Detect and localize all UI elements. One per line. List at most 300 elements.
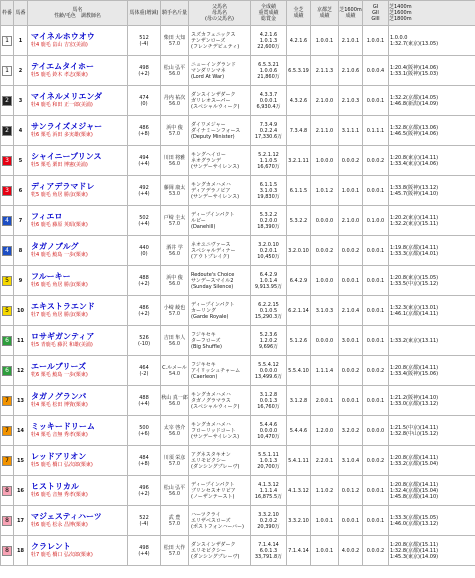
jockey-cell: 藤岡 康太 53.0 <box>161 176 189 206</box>
kyoto-record-cell: 1.0.0.0 <box>311 146 339 176</box>
horse-info: 牡5 青鹿毛 藤沢 和雄(美浦) <box>31 342 93 348</box>
horse-name-link[interactable]: マイネルホウオウ <box>31 32 95 41</box>
horse-info: 牡7 鹿毛 角居 勝彦(栗東) <box>31 312 88 318</box>
dist-record-cell: 1.0.0.1 <box>339 176 363 206</box>
weight-cell: 474 (0) <box>128 86 161 116</box>
horse-name-link[interactable]: シャイニープリンス <box>31 152 102 161</box>
dist-record-cell: 3.0.0.1 <box>339 326 363 356</box>
best-times-cell: 1:20.8(京都)(14.11) 1:32.4(京都)(15.04) 1:45.8(京都)(14.10) <box>389 476 475 506</box>
umaban-cell: 17 <box>14 506 28 536</box>
turf-record-cell: 4.1.3.12 <box>287 476 311 506</box>
best-times-cell: 1.0.0.0 1:32.7(東京)(13.05) <box>389 26 475 56</box>
pedigree-cell: キングカメハメハ タガノグラマラス (スペシャルウィーク) <box>189 386 251 416</box>
header-waku: 枠番 <box>1 1 14 26</box>
jockey-name-link[interactable]: 吉田 隼人 <box>163 334 186 341</box>
record-cell: 7.1.4.14 6.0.1.3 33,791.8万 <box>251 536 287 566</box>
turf-record-cell: 6.2.1.14 <box>287 296 311 326</box>
horse-name-link[interactable]: エキストラエンド <box>31 302 95 311</box>
best-times-cell: 1:33.3(京都)(15.05) 1:46.0(京都)(13.12) <box>389 506 475 536</box>
jockey-name-link[interactable]: 戸崎 圭太 <box>163 214 186 221</box>
horse-cell <box>28 266 128 296</box>
umaban-cell: 6 <box>14 176 28 206</box>
record-cell: 4.3.3.7 0.0.0.1 6,930.4万 <box>251 86 287 116</box>
waku-badge: 3 <box>2 186 12 196</box>
horse-name-link[interactable]: ディアデラマドレ <box>31 182 95 191</box>
best-times-cell: 1:20.2(東京)(14.11) 1:32.2(東京)(15.11) <box>389 206 475 236</box>
waku-badge: 5 <box>2 276 12 286</box>
horse-name-link[interactable]: タガノグランパ <box>31 392 87 401</box>
kyoto-record-cell: 3.1.0.3 <box>311 296 339 326</box>
record-cell: 4.1.3.12 1.1.1.4 16,875.5万 <box>251 476 287 506</box>
jockey-cell: 松田 大作 57.0 <box>161 536 189 566</box>
header-turf: 全芝 成績 <box>287 1 311 26</box>
umaban-cell: 3 <box>14 86 28 116</box>
horse-cell <box>28 206 128 236</box>
horse-info: 牡5 栗毛 栗田 博憲(美浦) <box>31 162 88 168</box>
waku-badge: 1 <box>2 66 12 76</box>
horse-info: 牡6 鹿毛 音無 秀孝(栗東) <box>31 492 88 498</box>
waku-cell <box>1 446 14 476</box>
turf-record-cell: 5.4.1.11 <box>287 446 311 476</box>
pedigree-cell: スズカフェニックス テンザンローズ (フレンチデピュティ) <box>189 26 251 56</box>
jockey-name-link[interactable]: 武 豊 <box>168 514 181 521</box>
jockey-cell: 戸崎 圭太 57.0 <box>161 206 189 236</box>
record-cell: 7.3.4.9 0.2.2.4 17,330.6万 <box>251 116 287 146</box>
jockey-name-link[interactable]: 松田 大作 <box>163 544 186 551</box>
turf-record-cell: 5.5.4.10 <box>287 356 311 386</box>
horse-info: 牝6 栗毛 鮫島 一歩(栗東) <box>31 372 88 378</box>
waku-cell <box>1 176 14 206</box>
kyoto-record-cell: 1.0.0.0 <box>311 266 339 296</box>
header-kyoto: 京都芝 成績 <box>311 1 339 26</box>
horse-name-link[interactable]: マイネルメリエンダ <box>31 92 103 101</box>
horse-info: 牡4 鹿毛 畠山 吉宏(美浦) <box>31 42 88 48</box>
jockey-name-link[interactable]: 丹内 祐次 <box>163 94 186 101</box>
pedigree-cell: ディープインパクト ルビー (Danehill) <box>189 206 251 236</box>
horse-cell <box>28 386 128 416</box>
waku-cell <box>1 236 14 266</box>
weight-cell: 488 (+4) <box>128 386 161 416</box>
dist-record-cell: 0.0.0.2 <box>339 236 363 266</box>
dist-record-cell: 2.1.0.1 <box>339 26 363 56</box>
turf-record-cell: 6.5.3.19 <box>287 56 311 86</box>
turf-record-cell: 5.1.2.6 <box>287 326 311 356</box>
dist-record-cell: 0.0.0.1 <box>339 386 363 416</box>
horse-name-link[interactable]: タガノブルグ <box>31 242 79 251</box>
kyoto-record-cell: 2.1.1.0 <box>311 116 339 146</box>
pedigree-cell: フジキセキ ターフローズ (Big Shuffle) <box>189 326 251 356</box>
weight-cell: 464 (-2) <box>128 356 161 386</box>
waku-badge: 8 <box>2 516 12 526</box>
weight-cell: 440 (0) <box>128 236 161 266</box>
dist-record-cell: 3.2.0.2 <box>339 416 363 446</box>
weight-cell: 500 (+6) <box>128 416 161 446</box>
waku-cell <box>1 266 14 296</box>
jockey-name-link[interactable]: 川田 将雅 <box>163 154 186 161</box>
header-umaban: 馬番 <box>14 1 28 26</box>
horse-cell <box>28 416 128 446</box>
best-times-cell: 1:20.8(東京)(14.11) 1:33.4(東京)(14.06) <box>389 146 475 176</box>
best-times-cell: 1:32.2(京都)(14.05) 1:46.8(新潟)(14.09) <box>389 86 475 116</box>
horse-info: 牡5 鹿毛 橋口 弘次郎(栗東) <box>31 462 93 468</box>
turf-record-cell: 6.4.2.9 <box>287 266 311 296</box>
dist-record-cell: 2.1.0.3 <box>339 86 363 116</box>
best-times-cell: 1:20.8(京都)(14.11) 1:33.4(阪神)(15.06) <box>389 356 475 386</box>
turf-record-cell: 3.3.2.10 <box>287 506 311 536</box>
umaban-cell: 11 <box>14 326 28 356</box>
waku-badge: 1 <box>2 36 12 46</box>
dist-record-cell: 0.0.0.2 <box>339 146 363 176</box>
waku-badge: 4 <box>2 246 12 256</box>
waku-cell <box>1 116 14 146</box>
record-cell: 3.3.2.10 0.2.0.2 20,390万 <box>251 506 287 536</box>
jockey-name-link[interactable]: 藤岡 康太 <box>163 184 186 191</box>
waku-cell <box>1 296 14 326</box>
grade-record-cell: 0.0.0.0 <box>363 416 389 446</box>
pedigree-cell: ネオユニヴァース スペシャルディナー (アウトブレイク) <box>189 236 251 266</box>
table-row <box>1 266 475 296</box>
horse-cell <box>28 326 128 356</box>
jockey-name-link[interactable]: 小崎 綾也 <box>163 304 186 311</box>
kyoto-record-cell: 1.0.0.1 <box>311 26 339 56</box>
kyoto-record-cell: 2.2.0.1 <box>311 446 339 476</box>
grade-record-cell: 0.0.0.1 <box>363 296 389 326</box>
kyoto-record-cell: 1.0.0.1 <box>311 506 339 536</box>
jockey-cell: 松山 弘平 56.0 <box>161 476 189 506</box>
best-times-cell: 1:21.5(中京)(14.11) 1:32.8(中山)(15.12) <box>389 416 475 446</box>
table-row <box>1 176 475 206</box>
umaban-cell: 1 <box>14 26 28 56</box>
weight-cell: 498 (+4) <box>128 536 161 566</box>
pedigree-cell: Redoute's Choice サンデースマイル2 (Sunday Silence) <box>189 266 251 296</box>
header-grade: GI GII GIII <box>363 1 389 26</box>
table-row <box>1 146 475 176</box>
record-cell: 6.1.1.5 3.1.0.3 19,830万 <box>251 176 287 206</box>
table-row <box>1 116 475 146</box>
weight-cell: 488 (+2) <box>128 266 161 296</box>
record-cell: 6.4.2.9 1.0.1.4 9,913.95万 <box>251 266 287 296</box>
best-times-cell: 1:32.3(東京)(13.01) 1:46.1(京都)(14.11) <box>389 296 475 326</box>
horse-cell <box>28 56 128 86</box>
dist-record-cell: 3.1.1.1 <box>339 116 363 146</box>
kyoto-record-cell: 1.1.0.2 <box>311 476 339 506</box>
weight-cell: 512 (-4) <box>128 26 161 56</box>
dist-record-cell: 4.0.0.2 <box>339 536 363 566</box>
weight-cell: 522 (-4) <box>128 506 161 536</box>
kyoto-record-cell: 0.0.0.0 <box>311 206 339 236</box>
grade-record-cell: 0.0.0.2 <box>363 146 389 176</box>
weight-cell: 526 (-10) <box>128 326 161 356</box>
pedigree-cell: ダンスインザダーク ガリレオスーパー (スペシャルウィーク) <box>189 86 251 116</box>
weight-cell: 486 (+2) <box>128 296 161 326</box>
weight-cell: 484 (+8) <box>128 446 161 476</box>
jockey-cell: 吉田 隼人 56.0 <box>161 326 189 356</box>
jockey-cell: 太宰 啓介 56.0 <box>161 416 189 446</box>
header-record: 全成績 重賞成績 総賞金 <box>251 1 287 26</box>
kyoto-record-cell: 0.0.0.0 <box>311 326 339 356</box>
jockey-name-link[interactable]: 松山 弘平 <box>163 484 186 491</box>
grade-record-cell: 0.0.0.1 <box>363 266 389 296</box>
header-1600: 芝1600m 成績 <box>339 1 363 26</box>
weight-cell: 496 (+2) <box>128 476 161 506</box>
kyoto-record-cell: 1.0.1.2 <box>311 176 339 206</box>
grade-record-cell: 0.0.0.1 <box>363 476 389 506</box>
horse-name-link[interactable]: ミッキードリーム <box>31 422 95 431</box>
grade-record-cell: 0.1.0.0 <box>363 206 389 236</box>
jockey-cell: 川田 将雅 56.0 <box>161 146 189 176</box>
horse-name-link[interactable]: ロサギガンティア <box>31 332 95 341</box>
best-times-cell: 1:32.8(京都)(13.06) 1:46.5(阪神)(14.06) <box>389 116 475 146</box>
umaban-cell: 15 <box>14 446 28 476</box>
waku-badge: 2 <box>2 96 12 106</box>
record-cell: 5.3.2.2 0.2.0.0 18,390万 <box>251 206 287 236</box>
grade-record-cell: 0.1.1.1 <box>363 116 389 146</box>
horse-info: 牡6 鹿毛 藤原 英昭(栗東) <box>31 222 88 228</box>
waku-badge: 2 <box>2 126 12 136</box>
jockey-cell: 浜中 俊 56.0 <box>161 266 189 296</box>
grade-record-cell: 0.0.0.1 <box>363 176 389 206</box>
jockey-cell: 浜中 俊 57.0 <box>161 116 189 146</box>
horse-name-link[interactable]: エールブリーズ <box>31 362 87 371</box>
turf-record-cell: 7.1.4.14 <box>287 536 311 566</box>
table-row <box>1 296 475 326</box>
umaban-cell: 2 <box>14 56 28 86</box>
waku-cell <box>1 476 14 506</box>
umaban-cell: 12 <box>14 356 28 386</box>
waku-badge: 7 <box>2 456 12 466</box>
horse-info: 牡6 栗毛 浜田 多実雄(栗東) <box>31 132 93 138</box>
waku-cell <box>1 506 14 536</box>
jockey-cell: C.ルメール 54.0 <box>161 356 189 386</box>
best-times-cell: 1:33.2(東京)(13.11) <box>389 326 475 356</box>
turf-record-cell: 5.4.4.6 <box>287 416 311 446</box>
kyoto-record-cell: 2.0.0.1 <box>311 386 339 416</box>
jockey-name-link[interactable]: 酒井 学 <box>166 244 183 251</box>
waku-cell <box>1 386 14 416</box>
pedigree-cell: キングカメハメハ フローリッドコート (サンデーサイレンス) <box>189 416 251 446</box>
grade-record-cell: 1.0.0.1 <box>363 26 389 56</box>
turf-record-cell: 3.2.0.10 <box>287 236 311 266</box>
horse-cell <box>28 26 128 56</box>
umaban-cell: 13 <box>14 386 28 416</box>
waku-cell <box>1 416 14 446</box>
table-row <box>1 506 475 536</box>
table-row <box>1 446 475 476</box>
jockey-name-link[interactable]: C.ルメール <box>162 364 187 371</box>
horse-info: 牡6 鹿毛 松永 昌博(栗東) <box>31 522 88 528</box>
jockey-name-link[interactable]: 太宰 啓介 <box>163 424 186 431</box>
horse-name-link[interactable]: レッドアリオン <box>31 452 87 461</box>
waku-cell <box>1 326 14 356</box>
record-cell: 5.5.4.12 0.0.0.0 13,499.6万 <box>251 356 287 386</box>
header-horse: 馬名 性齢/毛色 調教師名 <box>28 1 128 26</box>
table-row <box>1 86 475 116</box>
waku-cell <box>1 356 14 386</box>
turf-record-cell: 3.2.1.11 <box>287 146 311 176</box>
jockey-cell: 松山 弘平 56.0 <box>161 56 189 86</box>
waku-badge: 3 <box>2 156 12 166</box>
jockey-cell: 小崎 綾也 57.0 <box>161 296 189 326</box>
dist-record-cell: 2.1.0.0 <box>339 206 363 236</box>
weight-cell: 502 (+4) <box>128 206 161 236</box>
dist-record-cell: 0.0.0.2 <box>339 356 363 386</box>
jockey-name-link[interactable]: 松山 弘平 <box>163 64 186 71</box>
best-times-cell: 1:20.8(京都)(14.11) 1:33.2(京都)(15.04) <box>389 446 475 476</box>
umaban-cell: 14 <box>14 416 28 446</box>
horse-cell <box>28 86 128 116</box>
pedigree-cell: ハーツクライ エリザベスローズ (ポストフォンハーバー) <box>189 506 251 536</box>
grade-record-cell: 0.0.0.2 <box>363 536 389 566</box>
grade-record-cell: 0.0.0.1 <box>363 326 389 356</box>
jockey-name-link[interactable]: 川須 栄彦 <box>163 454 186 461</box>
horse-name-link[interactable]: ヒストリカル <box>31 482 79 491</box>
pedigree-cell: キングヘイロー ネオグランデ (サンデーサイレンス) <box>189 146 251 176</box>
kyoto-record-cell: 1.0.0.1 <box>311 536 339 566</box>
header-pedigree: 父馬名 母馬名 (母の父馬名) <box>189 1 251 26</box>
waku-badge: 7 <box>2 426 12 436</box>
horse-name-link[interactable]: フルーキー <box>31 272 71 281</box>
pedigree-cell: ディープインパクト ブリンセスオリビア (ノーザンテースト) <box>189 476 251 506</box>
best-times-cell: 1:21.2(阪神)(14.10) 1:33.0(京都)(13.12) <box>389 386 475 416</box>
horse-name-link[interactable]: サンライズメジャー <box>31 122 103 131</box>
jockey-name-link[interactable]: 柴田 大知 <box>163 34 186 41</box>
table-row <box>1 26 475 56</box>
table-row <box>1 326 475 356</box>
record-cell: 6.2.2.15 0.1.0.5 15,290.3万 <box>251 296 287 326</box>
horse-name-link[interactable]: マジェスティハーツ <box>31 512 102 521</box>
horse-cell <box>28 146 128 176</box>
record-cell: 3.2.0.10 0.2.0.1 10,450万 <box>251 236 287 266</box>
table-row <box>1 386 475 416</box>
horse-info: 牝5 鹿毛 角居 勝彦(栗東) <box>31 192 88 198</box>
dist-record-cell: 0.0.0.1 <box>339 266 363 296</box>
horse-name-link[interactable]: フィエロ <box>31 212 63 221</box>
jockey-name-link[interactable]: 浜中 俊 <box>166 274 183 281</box>
record-cell: 5.4.4.6 0.0.0.0 10,470万 <box>251 416 287 446</box>
grade-record-cell: 0.0.0.2 <box>363 446 389 476</box>
table-header-row <box>1 1 475 26</box>
table-row <box>1 356 475 386</box>
best-times-cell: 1:20.8(東京)(15.05) 1:33.5(中京)(15.12) <box>389 266 475 296</box>
umaban-cell: 8 <box>14 236 28 266</box>
kyoto-record-cell: 0.0.0.2 <box>311 236 339 266</box>
waku-cell <box>1 536 14 566</box>
jockey-cell: 武 豊 57.0 <box>161 506 189 536</box>
best-times-cell: 1:20.8(京都)(15.11) 1:32.8(京都)(14.11) 1:45.3(東京)(14.09) <box>389 536 475 566</box>
turf-record-cell: 4.2.1.6 <box>287 26 311 56</box>
turf-record-cell: 3.1.2.8 <box>287 386 311 416</box>
pedigree-cell: ダンスインザダーク エリモピクシー (ダンシングブレーヴ) <box>189 536 251 566</box>
grade-record-cell: 0.0.0.1 <box>363 506 389 536</box>
waku-badge: 4 <box>2 216 12 226</box>
waku-cell <box>1 86 14 116</box>
table-row <box>1 536 475 566</box>
table-row <box>1 236 475 266</box>
turf-record-cell: 6.1.1.5 <box>287 176 311 206</box>
table-row <box>1 476 475 506</box>
record-cell: 5.2.1.12 1.1.0.5 16,670万 <box>251 146 287 176</box>
jockey-cell: 川須 栄彦 57.0 <box>161 446 189 476</box>
record-cell: 5.2.3.6 1.2.0.2 9,696万 <box>251 326 287 356</box>
umaban-cell: 5 <box>14 146 28 176</box>
jockey-name-link[interactable]: 浜中 俊 <box>166 124 183 131</box>
pedigree-cell: ダイワメジャー ダイナミーンフォース (Deputy Minister) <box>189 116 251 146</box>
pedigree-cell: アグネスタキオン エリモピクシー (ダンシングブレーヴ) <box>189 446 251 476</box>
grade-record-cell: 0.0.0.1 <box>363 236 389 266</box>
dist-record-cell: 2.1.0.6 <box>339 56 363 86</box>
horse-info: 牡4 栗毛 松田 博資(栗東) <box>31 402 88 408</box>
waku-badge: 8 <box>2 546 12 556</box>
best-times-cell: 1:33.8(阪神)(13.12) 1:45.7(阪神)(14.10) <box>389 176 475 206</box>
kyoto-record-cell: 2.1.0.0 <box>311 86 339 116</box>
header-times: 芝1400m 芝1600m 芝1800m <box>389 1 475 26</box>
jockey-name-link[interactable]: 秋山 真一郎 <box>161 394 188 401</box>
pedigree-cell: キングカメハメハ ディアデラノビア (サンデーサイレンス) <box>189 176 251 206</box>
header-weight: 馬体重(増減) <box>128 1 161 26</box>
weight-cell: 498 (+2) <box>128 56 161 86</box>
weight-cell: 492 (+4) <box>128 176 161 206</box>
jockey-cell: 丹内 祐次 56.0 <box>161 86 189 116</box>
turf-record-cell: 7.3.4.8 <box>287 116 311 146</box>
horse-info: 牡6 鹿毛 角居 勝彦(栗東) <box>31 282 88 288</box>
horse-cell <box>28 236 128 266</box>
horse-cell <box>28 476 128 506</box>
horse-cell <box>28 356 128 386</box>
horse-name-link[interactable]: クラレント <box>31 542 71 551</box>
best-times-cell: 1:20.4(阪神)(14.06) 1:33.1(阪神)(15.03) <box>389 56 475 86</box>
horse-name-link[interactable]: テイエムタイホー <box>31 62 94 71</box>
horse-cell <box>28 536 128 566</box>
waku-cell <box>1 26 14 56</box>
horse-cell <box>28 116 128 146</box>
turf-record-cell: 5.3.2.2 <box>287 206 311 236</box>
horse-cell <box>28 446 128 476</box>
record-cell: 5.5.1.11 1.0.1.3 20,700万 <box>251 446 287 476</box>
horse-cell <box>28 296 128 326</box>
record-cell: 3.1.2.8 0.0.1.3 16,760万 <box>251 386 287 416</box>
grade-record-cell: 0.0.0.4 <box>363 56 389 86</box>
jockey-cell: 秋山 真一郎 56.0 <box>161 386 189 416</box>
grade-record-cell: 0.0.0.2 <box>363 356 389 386</box>
horse-info: 牡4 鹿毛 鮫島 一歩(栗東) <box>31 252 88 258</box>
weight-cell: 494 (+4) <box>128 146 161 176</box>
umaban-cell: 10 <box>14 296 28 326</box>
pedigree-cell: フジキセキ アイリッシュチャーム (Caerleon) <box>189 356 251 386</box>
kyoto-record-cell: 1.1.1.4 <box>311 356 339 386</box>
dist-record-cell: 0.0.0.1 <box>339 506 363 536</box>
pedigree-cell: ニューイングランド マンダリンマネ (Lord At War) <box>189 56 251 86</box>
weight-cell: 486 (+8) <box>128 116 161 146</box>
jockey-cell: 酒井 学 56.0 <box>161 236 189 266</box>
waku-cell <box>1 206 14 236</box>
horse-info: 牡7 鹿毛 橋口 弘次郎(栗東) <box>31 552 93 558</box>
horse-info: 牡4 鹿毛 和田 正一郎(美浦) <box>31 102 93 108</box>
kyoto-record-cell: 1.2.0.0 <box>311 416 339 446</box>
horse-info: 牡4 栗毛 音無 秀孝(栗東) <box>31 432 88 438</box>
record-cell: 6.5.3.21 1.0.0.6 21,860万 <box>251 56 287 86</box>
waku-badge: 8 <box>2 486 12 496</box>
grade-record-cell: 0.0.0.1 <box>363 386 389 416</box>
waku-badge: 6 <box>2 336 12 346</box>
best-times-cell: 1:19.8(京都)(14.11) 1:33.3(京都)(14.01) <box>389 236 475 266</box>
record-cell: 4.2.1.6 1.0.1.3 22,600万 <box>251 26 287 56</box>
waku-badge: 7 <box>2 396 12 406</box>
horse-cell <box>28 506 128 536</box>
turf-record-cell: 4.3.2.6 <box>287 86 311 116</box>
kyoto-record-cell: 2.1.1.3 <box>311 56 339 86</box>
waku-cell <box>1 56 14 86</box>
grade-record-cell: 0.0.0.1 <box>363 86 389 116</box>
